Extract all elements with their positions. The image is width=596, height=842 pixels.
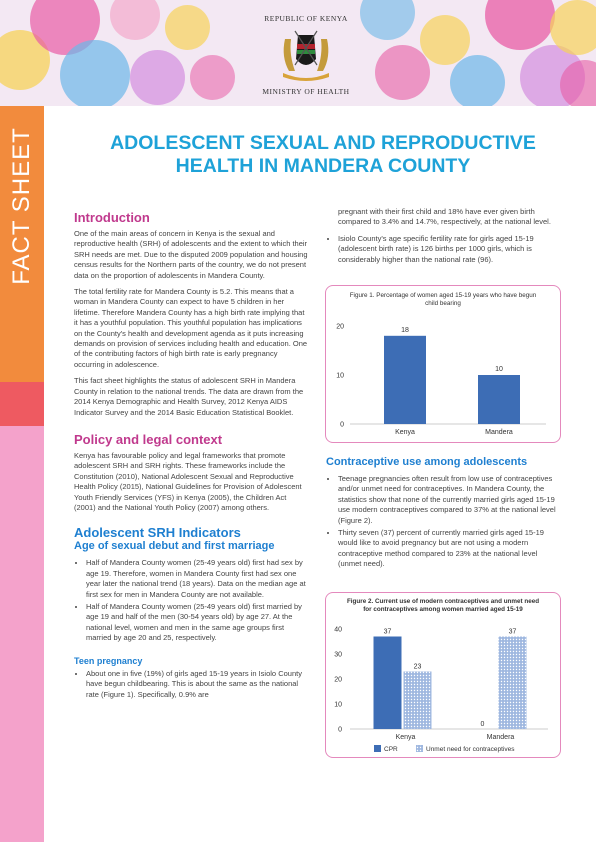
data-label: 23	[413, 663, 422, 671]
x-tick-label: Mandera	[485, 429, 513, 436]
kenya-coat-of-arms-icon	[271, 27, 341, 85]
list-item: • Isiolo County's age specific fertility rate for girls aged 15-19 (adolescent birth rate) is 126 births per 1000 girls, which is considerably higher than the national rate (96).	[338, 234, 562, 265]
right-column-middle	[326, 456, 562, 574]
y-tick-label: 10	[336, 372, 344, 380]
figure-1-plot	[326, 314, 560, 440]
legend-swatch	[416, 745, 423, 752]
y-tick-label: 0	[338, 726, 342, 734]
teen-pregnancy-heading: Teen pregnancy	[74, 655, 143, 666]
x-tick-label: Kenya	[395, 734, 416, 741]
right-column-top	[326, 207, 562, 269]
data-label: 10	[495, 366, 503, 373]
bar	[499, 637, 527, 730]
intro-paragraph-3: This fact sheet highlights the status of adolescent SRH in Mandera County in relation to the national trends. The data are drawn from the 2014 Kenya Demographic and Health Survey, 2012 Kenya AIDS Indicator Survey and the 2014 Basic Education Statistical Booklet.	[74, 376, 304, 417]
bar	[404, 672, 432, 730]
y-tick-label: 0	[340, 421, 344, 429]
bar	[374, 637, 402, 730]
data-label: 0	[480, 721, 485, 728]
figure-2-chart	[325, 592, 561, 758]
teen-pregnancy-continued: pregnant with their first child and 18% have ever given birth compared to 3.4% and 14.7%, respectively, at the national level.	[338, 207, 551, 227]
left-side-bar	[0, 106, 44, 842]
list-item: • Teenage pregnancies often result from low use of contraceptives and/or unmet need for contraceptives. In Mandera County, the statistics show that none of the currently married girls aged 15-19 use modern contraceptives compared to 37% at the national level (Figure 2).	[338, 474, 562, 526]
left-column	[74, 210, 310, 704]
y-tick-label: 10	[334, 701, 342, 709]
figure-2-title: Figure 2. Current use of modern contraceptives and unmet need for contraceptives among women married aged 15-19	[346, 598, 540, 613]
contraceptive-heading: Contraceptive use among adolescents	[326, 456, 528, 468]
x-tick-label: Kenya	[395, 429, 415, 436]
fact-sheet-label: FACT SHEET	[8, 127, 35, 285]
x-tick-label: Mandera	[486, 734, 515, 741]
legend-label: CPR	[384, 746, 398, 753]
sexual-debut-heading: Age of sexual debut and first marriage	[74, 540, 275, 553]
data-label: 18	[401, 326, 409, 334]
policy-heading: Policy and legal context	[74, 431, 223, 447]
intro-heading: Introduction	[74, 210, 150, 225]
data-label: 37	[383, 628, 392, 636]
y-tick-label: 20	[334, 676, 342, 684]
sexual-debut-list	[74, 558, 310, 643]
y-tick-label: 40	[334, 626, 342, 634]
legend-swatch	[374, 745, 381, 752]
contraceptive-list	[326, 474, 562, 570]
title-line-1: ADOLESCENT SEXUAL AND REPRODUCTIVE	[110, 132, 536, 154]
y-tick-label: 20	[336, 323, 344, 331]
fertility-list	[326, 234, 562, 265]
list-item: • Half of Mandera County women (25-49 years old) first had sex by age 19. Therefore, women in Mandera County first had sex one year later the national trend (18 years). Data on the median age at first sex for men in Mandera County are not available.	[86, 558, 310, 600]
data-label: 37	[508, 628, 517, 636]
header-banner	[0, 0, 596, 106]
figure-1-chart	[325, 285, 561, 443]
page-title	[70, 132, 576, 178]
government-crest-block	[236, 14, 376, 106]
title-line-2: HEALTH IN MANDERA COUNTY	[175, 155, 471, 177]
bar	[384, 336, 426, 424]
legend-label: Unmet need for contraceptives	[426, 746, 515, 753]
figure-1-title: Figure 1. Percentage of women aged 15-19 years who have begun child bearing	[349, 292, 537, 307]
list-item: • About one in five (19%) of girls aged 15-19 years in Isiolo County have begun childbearing. This is about the same as the national rate (Figure 1). Specifically, 0.9% are	[86, 669, 310, 700]
figure-2-plot	[326, 617, 560, 757]
intro-paragraph-2: The total fertility rate for Mandera County is 5.2. This means that a woman in Mandera County can expect to have 5 children in her lifetime. Therefore Mandera County has a high birth rate implying that it has a youthful population. This youthful population has implications on the County's health and development agenda as it puts increasing demands on provision of services including health and education. One of the contributing factors of high birth rate is early pregnancy occurring in adolescence.	[74, 287, 308, 369]
list-item: • Half of Mandera County women (25-49 years old) first married by age 19 and half of the men (30-54 years old) by age 27. At the national level, women and men in the same age groups first married by age 20 and 25, respectively.	[86, 602, 310, 644]
policy-paragraph: Kenya has favourable policy and legal frameworks that promote adolescent SRH and SRH rights. These frameworks include the Constitution (2010), National Adolescent Sexual and Reproductive Health Policy (2015), National Guidelines for Provision of Adolescent Youth Friendly Services (YFS) in Kenya (2005), the Children Act (2001) and the National Youth Policy (2007) among others.	[74, 450, 302, 512]
republic-label: REPUBLIC OF KENYA	[264, 14, 348, 23]
ministry-label: MINISTRY OF HEALTH	[262, 87, 350, 96]
indicators-heading: Adolescent SRH Indicators	[74, 525, 241, 541]
intro-paragraph-1: One of the main areas of concern in Kenya is the sexual and reproductive health (SRH) of adolescents and the extent to which their SRH needs are met. Due to the disputed 2009 population and housing census results for the Northern parts of the country, we do not present data on the proportion of adolescents in Mandera County.	[74, 229, 308, 280]
y-tick-label: 30	[334, 651, 342, 659]
list-item: • Thirty seven (37) percent of currently married girls aged 15-19 would like to avoid pregnancy but are not using a modern contraceptive method compared to 23% at the national level (unmet need).	[338, 528, 562, 570]
bar	[478, 375, 520, 424]
teen-pregnancy-list	[74, 669, 310, 700]
